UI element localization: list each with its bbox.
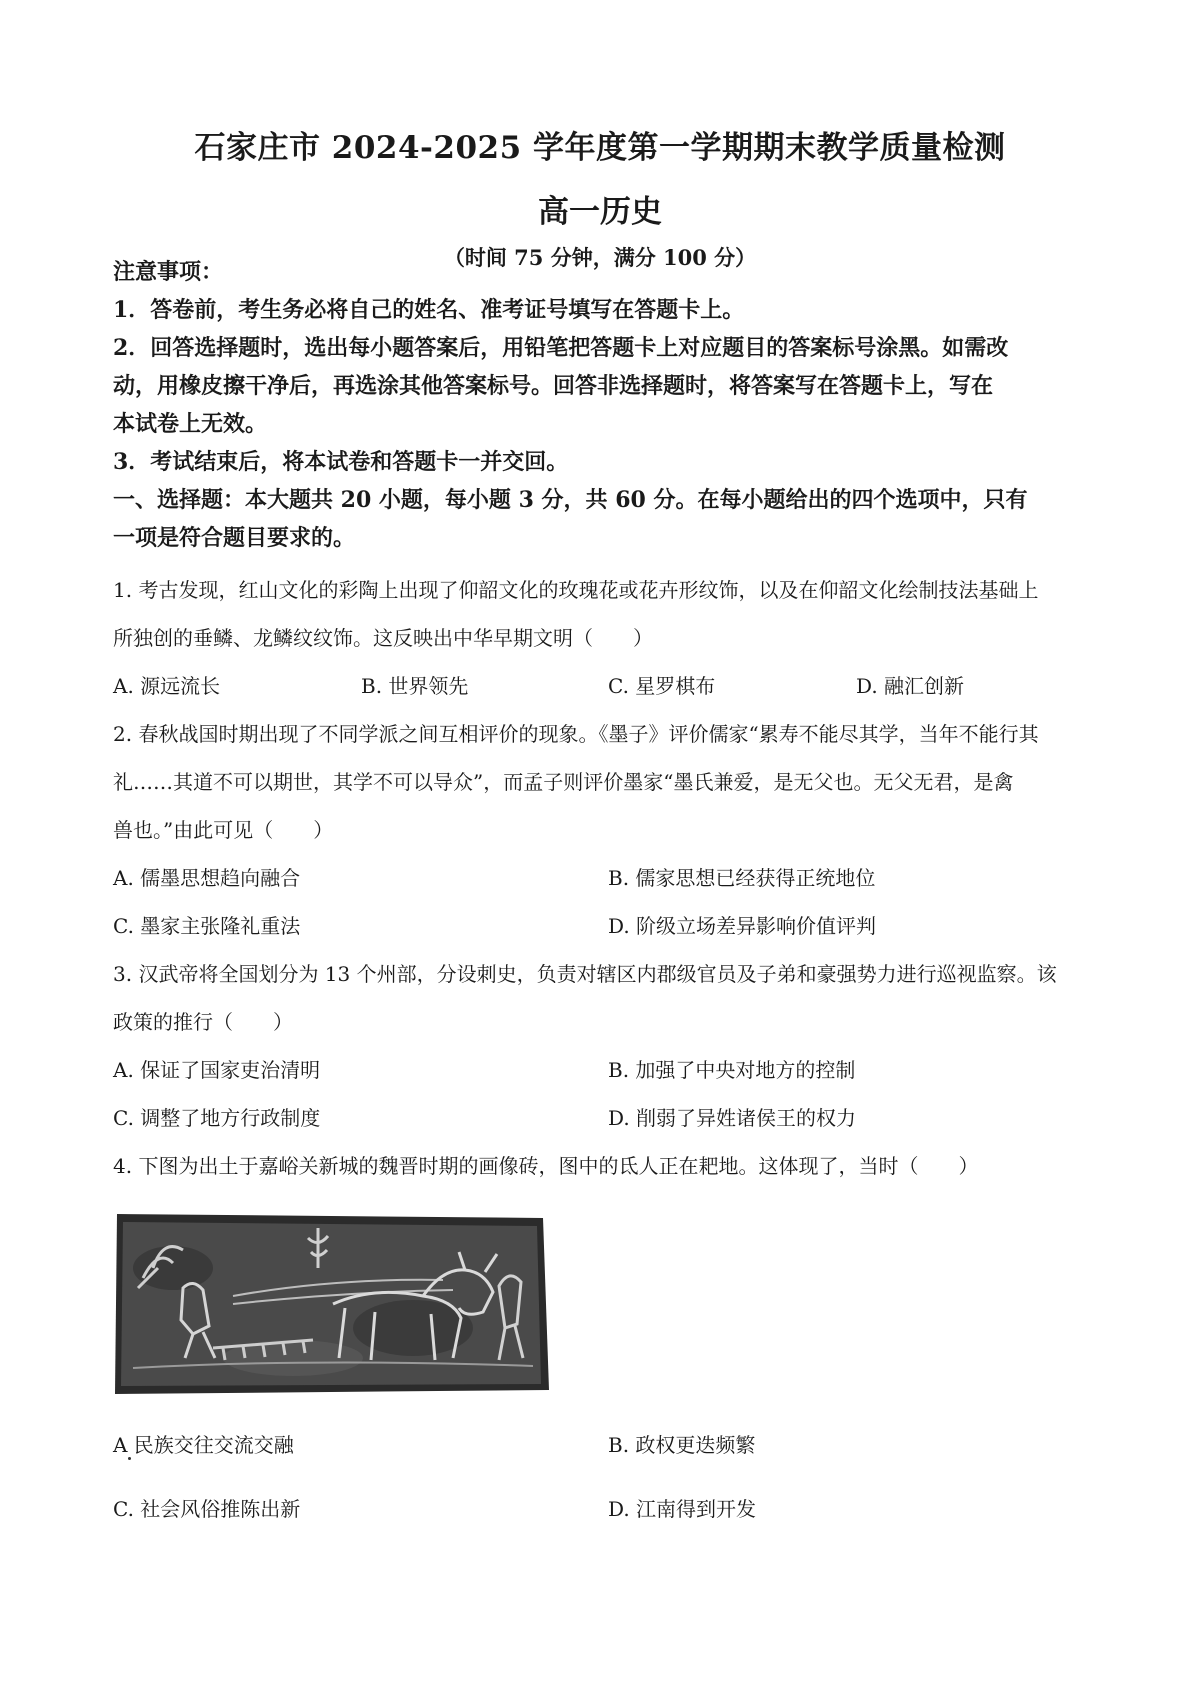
question-2-option-a: A. 儒墨思想趋向融合 xyxy=(113,866,301,890)
section1-heading-line-2: 一项是符合题目要求的。 xyxy=(113,525,356,551)
time-info: （时间 75 分钟，满分 100 分） xyxy=(443,245,757,270)
question-2-option-c: C. 墨家主张隆礼重法 xyxy=(113,914,301,938)
notice-item-2-line-1: 2．回答选择题时，选出每小题答案后，用铅笔把答题卡上对应题目的答案标号涂黑。如需改 xyxy=(113,335,1009,361)
question-1-option-c: C. 星罗棋布 xyxy=(608,674,716,698)
question-3-option-c: C. 调整了地方行政制度 xyxy=(113,1106,321,1130)
question-3-option-b: B. 加强了中央对地方的控制 xyxy=(608,1058,856,1082)
question-4-option-d: D. 江南得到开发 xyxy=(608,1497,757,1521)
question-1-line-1: 1. 考古发现，红山文化的彩陶上出现了仰韶文化的玫瑰花或花卉形纹饰，以及在仰韶文化绘制技法基础上 xyxy=(113,578,1039,602)
brick-relief-image xyxy=(113,1208,551,1396)
question-2-line-3: 兽也。”由此可见（ ） xyxy=(113,818,334,842)
question-4-option-a: A 民族交往交流交融 xyxy=(113,1433,294,1457)
question-1-option-b: B. 世界领先 xyxy=(361,674,469,698)
question-4-option-c: C. 社会风俗推陈出新 xyxy=(113,1497,301,1521)
subject-title: 高一历史 xyxy=(538,194,662,230)
question-2-option-b: B. 儒家思想已经获得正统地位 xyxy=(608,866,876,890)
notice-item-2-line-3: 本试卷上无效。 xyxy=(113,411,268,437)
question-4-option-b: B. 政权更迭频繁 xyxy=(608,1433,756,1457)
question-3-line-2: 政策的推行（ ） xyxy=(113,1010,293,1034)
question-1-option-d: D. 融汇创新 xyxy=(856,674,965,698)
notice-item-2-line-2: 动，用橡皮擦干净后，再选涂其他答案标号。回答非选择题时，将答案写在答题卡上，写在 xyxy=(113,373,994,399)
question-3-line-1: 3. 汉武帝将全国划分为 13 个州部，分设刺史，负责对辖区内郡级官员及子弟和豪强势力进行巡视监察。该 xyxy=(113,962,1057,986)
section1-heading-line-1: 一、选择题：本大题共 20 小题，每小题 3 分，共 60 分。在每小题给出的四个选项中，只有 xyxy=(113,487,1028,513)
question-1-line-2: 所独创的垂鳞、龙鳞纹纹饰。这反映出中华早期文明（ ） xyxy=(113,626,653,650)
exam-title: 石家庄市 2024-2025 学年度第一学期期末教学质量检测 xyxy=(194,130,1006,166)
question-2-line-2: 礼……其道不可以期世，其学不可以导众”，而孟子则评价墨家“墨氏兼爱，是无父也。无父无君，是禽 xyxy=(113,770,1014,794)
question-3-option-a: A. 保证了国家吏治清明 xyxy=(113,1058,321,1082)
question-1-option-a: A. 源远流长 xyxy=(113,674,221,698)
notice-item-3: 3．考试结束后，将本试卷和答题卡一并交回。 xyxy=(113,449,569,475)
notice-heading: 注意事项： xyxy=(113,259,224,285)
question-3-option-d: D. 削弱了异姓诸侯王的权力 xyxy=(608,1106,857,1130)
question-4-line-1: 4. 下图为出土于嘉峪关新城的魏晋时期的画像砖，图中的氐人正在耙地。这体现了，当时（ ） xyxy=(113,1154,979,1178)
question-2-line-1: 2. 春秋战国时期出现了不同学派之间互相评价的现象。《墨子》评价儒家“累寿不能尽其学，当年不能行其 xyxy=(113,722,1039,746)
notice-item-1: 1．答卷前，考生务必将自己的姓名、准考证号填写在答题卡上。 xyxy=(113,297,745,323)
question-2-option-d: D. 阶级立场差异影响价值评判 xyxy=(608,914,877,938)
stray-dot-mark xyxy=(128,1457,131,1460)
